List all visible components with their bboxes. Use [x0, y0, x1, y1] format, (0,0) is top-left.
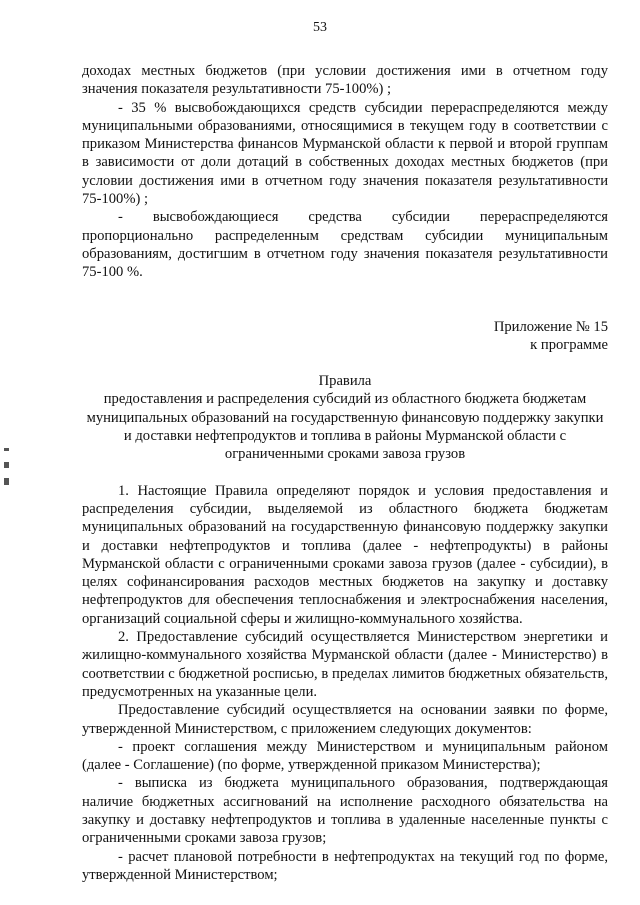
paragraph: - 35 % высвобождающихся средств субсидии перераспределяются между муниципальными образованиями, относящимися в текущем году в соответствии с приказом Министерства финансов Мурманской области к первой и второй группам в зависимости от доли дотаций в собственных доходах местных бюджетов (при условии достижения ими в отчетном году значения показателя результативности 75-100%) ;: [82, 99, 608, 208]
page-number: 53: [313, 20, 327, 35]
title-subtitle: предоставления и распределения субсидий из областного бюджета бюджетам муниципальных образований на государственную финансовую поддержку закупки и доставки нефтепродуктов и топлива в районы Мурманской области с ограниченными сроками завоза грузов: [86, 391, 604, 463]
appendix-line: Приложение № 15: [493, 318, 608, 335]
appendix-label: [82, 318, 608, 355]
document-body: [82, 62, 608, 884]
paragraph: - выписка из бюджета муниципального образования, подтверждающая наличие бюджетных ассигнований на исполнение расходного обязательства на закупку и доставку нефтепродуктов и топлива в удаленные населенные пункты с ограниченными сроками завоза грузов;: [82, 775, 608, 847]
title-heading: Правила: [318, 373, 372, 390]
scan-margin-mark: [4, 462, 9, 468]
paragraph: 1. Настоящие Правила определяют порядок и условия предоставления и распределения субсидии, выделяемой из областного бюджета бюджетам муниципальных образований на государственную финансовую поддержку закупки и доставки нефтепродуктов и топлива (далее - нефтепродукты) в районы Мурманской области с ограниченными сроками завоза грузов (далее - субсидии), в целях софинансирования расходов местных бюджетов на закупку и доставку нефтепродуктов для обеспечения теплоснабжения и электроснабжения населения, организаций социальной сферы и жилищно-коммунального хозяйства.: [82, 482, 608, 627]
scan-margin-mark: [4, 478, 9, 485]
paragraph: - высвобождающиеся средства субсидии перераспределяются пропорционально распределенным средствам субсидии муниципальным образованиям, достигшим в отчетном году значения показателя результативности 75-100 %.: [82, 209, 608, 281]
paragraph: 2. Предоставление субсидий осуществляется Министерством энергетики и жилищно-коммунального хозяйства Мурманской области (далее - Министерство) в соответствии с бюджетной росписью, в пределах лимитов бюджетных обязательств, предусмотренных на указанные цели.: [82, 629, 608, 700]
rules-title: [82, 372, 608, 463]
paragraph: - расчет плановой потребности в нефтепродуктах на текущий год по форме, утвержденной Министерством;: [82, 848, 608, 883]
paragraph: Предоставление субсидий осуществляется на основании заявки по форме, утвержденной Министерством, с приложением следующих документов:: [82, 702, 608, 737]
paragraph: - проект соглашения между Министерством и муниципальным районом (далее - Соглашение) (по форме, утвержденной приказом Министерства);: [82, 738, 608, 774]
appendix-line: к программе: [530, 336, 608, 353]
paragraph: доходах местных бюджетов (при условии достижения ими в отчетном году значения показателя результативности 75-100%) ;: [82, 63, 608, 98]
scan-margin-mark: [4, 448, 9, 451]
